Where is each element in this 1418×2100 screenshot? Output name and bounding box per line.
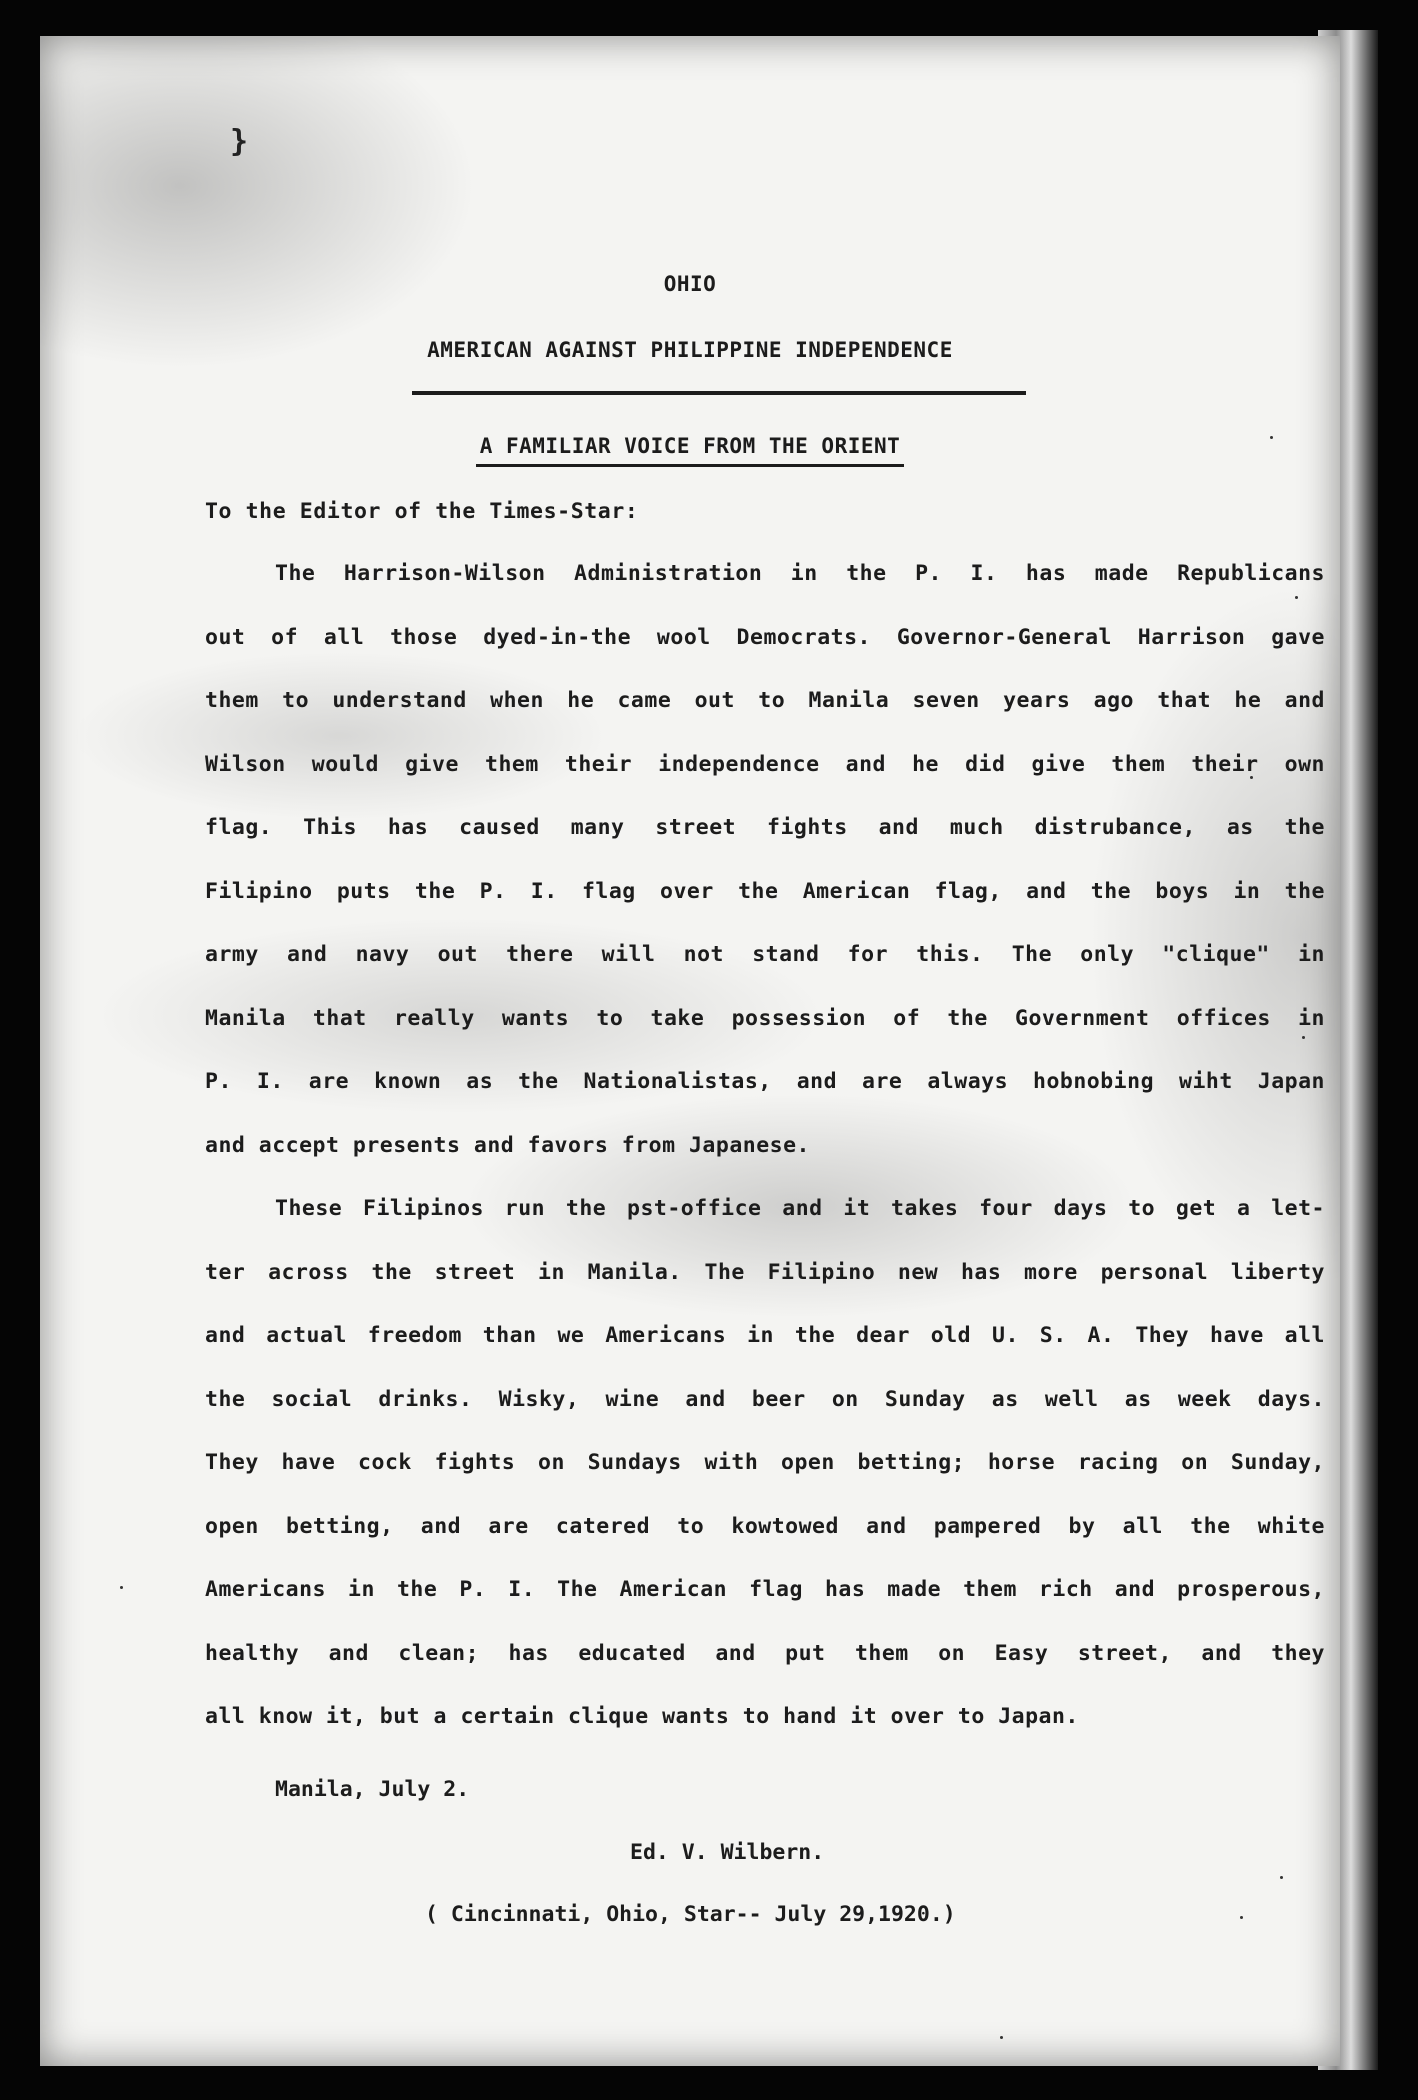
place-date: Manila, July 2.: [275, 1777, 470, 1802]
headline-rule: [412, 391, 1026, 395]
text-line: them to understand when he came out to Manila seven years ago that he and: [205, 688, 1325, 713]
text-line: These Filipinos run the pst-office and it takes four days to get a let-: [275, 1196, 1325, 1221]
text-line: out of all those dyed-in-the wool Democrats. Governor-General Harrison gave: [205, 624, 1325, 650]
scan-speck: [1240, 1916, 1243, 1919]
paper-sheet: [40, 36, 1340, 2066]
stray-pen-mark: }: [230, 124, 249, 159]
scan-speck: [1250, 776, 1253, 779]
text-line: They have cock fights on Sundays with open betting; horse racing on Sunday,: [205, 1450, 1325, 1475]
salutation: To the Editor of the Times-Star:: [205, 499, 639, 524]
scan-speck: [1280, 1876, 1283, 1879]
scan-speck: [1302, 1036, 1305, 1039]
scan-speck: [1270, 436, 1273, 439]
subheadline-wrapper: [40, 434, 1340, 458]
text-line: Wilson would give them their independence and he did give them their own: [205, 751, 1325, 777]
text-line: flag. This has caused many street fights and much distrubance, as the: [205, 815, 1325, 840]
text-line: healthy and clean; has educated and put them on Easy street, and they: [205, 1640, 1325, 1666]
text-line: P. I. are known as the Nationalistas, and are always hobnobing wiht Japan: [205, 1069, 1325, 1094]
scan-speck: [120, 1586, 123, 1589]
text-line: and actual freedom than we Americans in the dear old U. S. A. They have all: [205, 1323, 1325, 1348]
text-line: The Harrison-Wilson Administration in the P. I. has made Republicans: [275, 561, 1325, 586]
text-line: Filipino puts the P. I. flag over the American flag, and the boys in the: [205, 878, 1325, 904]
text-line: all know it, but a certain clique wants to hand it over to Japan.: [205, 1704, 1079, 1729]
state-title: OHIO: [663, 272, 717, 296]
headline: AMERICAN AGAINST PHILIPPINE INDEPENDENCE: [427, 338, 953, 362]
text-line: army and navy out there will not stand for this. The only "clique" in: [205, 942, 1325, 967]
text-line: Americans in the P. I. The American flag has made them rich and prosperous,: [205, 1577, 1325, 1602]
paragraph-2: [205, 1196, 1325, 1768]
typed-document: [40, 36, 1340, 2066]
paragraph-1: [205, 561, 1325, 1196]
source-citation: ( Cincinnati, Ohio, Star-- July 29,1920.): [425, 1902, 956, 1927]
scan-speck: [1000, 2036, 1003, 2039]
text-line: and accept presents and favors from Japanese.: [205, 1132, 810, 1158]
subheadline: A FAMILIAR VOICE FROM THE ORIENT: [476, 434, 905, 467]
text-line: open betting, and are catered to kowtowed and pampered by all the white: [205, 1513, 1325, 1539]
text-line: the social drinks. Wisky, wine and beer on Sunday as well as week days.: [205, 1386, 1325, 1412]
author-signature: Ed. V. Wilbern.: [630, 1840, 825, 1865]
scan-speck: [1295, 596, 1298, 599]
text-line: Manila that really wants to take possession of the Government offices in: [205, 1005, 1325, 1031]
text-line: ter across the street in Manila. The Filipino new has more personal liberty: [205, 1259, 1325, 1285]
